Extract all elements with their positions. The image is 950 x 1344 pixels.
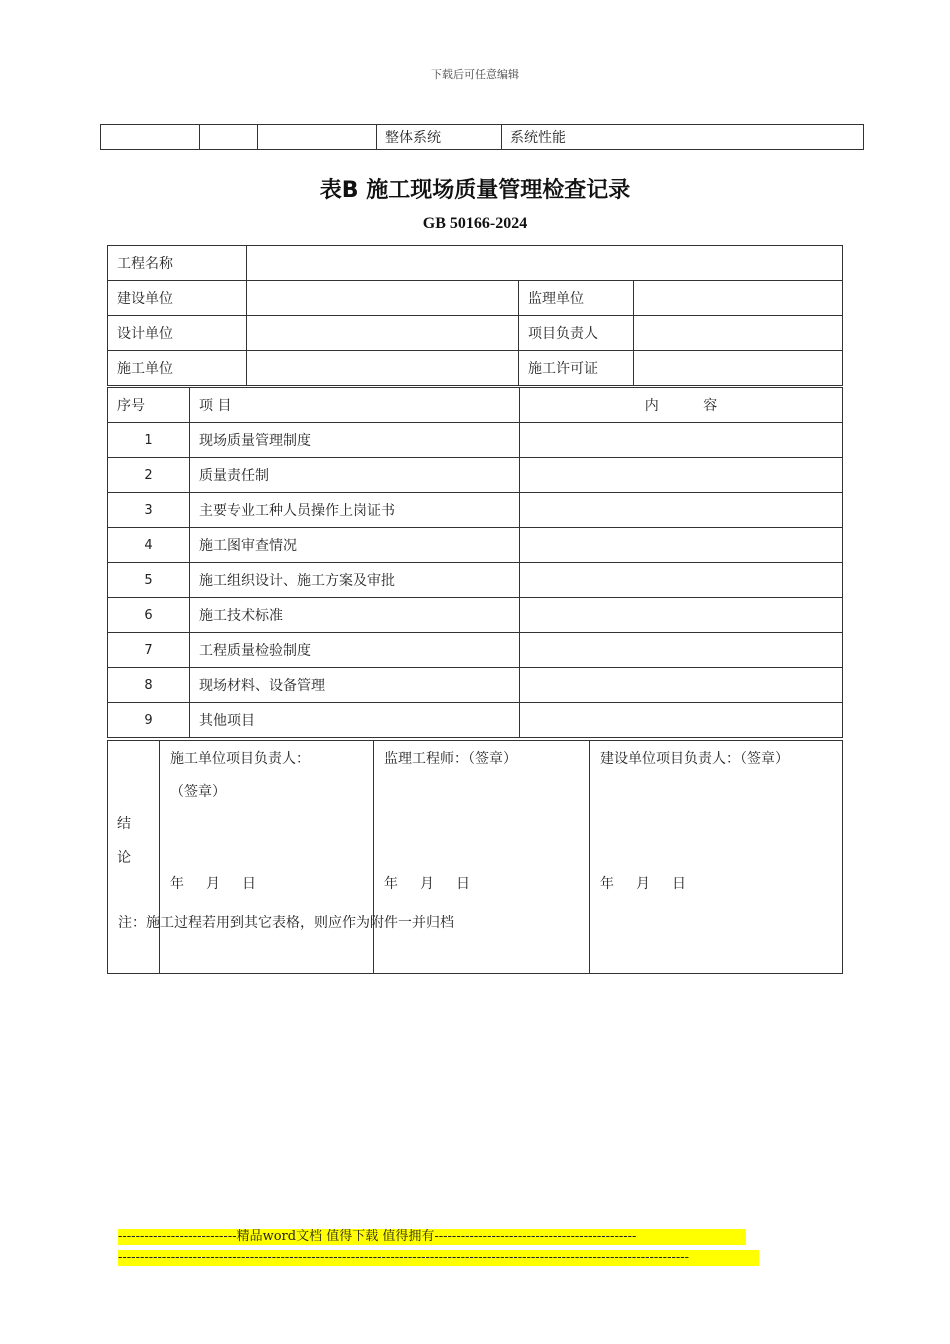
table-row: [108, 703, 843, 738]
value-design-unit: [247, 316, 519, 351]
table-row: [108, 493, 843, 528]
supervisor-signature-label: 监理工程师：（签章）: [384, 751, 517, 767]
row-content: [520, 633, 843, 668]
strip-cell-system: 整体系统: [377, 125, 502, 150]
table-row: [108, 528, 843, 563]
row-number: 2: [108, 458, 190, 493]
row-content: [520, 563, 843, 598]
contractor-date: 年 月 日: [170, 876, 256, 892]
conclusion-table: [107, 740, 843, 974]
row-number: 9: [108, 703, 190, 738]
owner-signature-label: 建设单位项目负责人：（签章）: [600, 751, 789, 767]
contractor-seal-label: （签章）: [170, 784, 226, 800]
value-contractor: [247, 351, 519, 386]
promo-line1: ---------------------------精品word文档 值得下载 值得拥有----------------------------------------------: [118, 1229, 746, 1245]
row-label: 现场材料、设备管理: [190, 668, 520, 703]
row-label: 主要专业工种人员操作上岗证书: [190, 493, 520, 528]
value-supervision-unit: [634, 281, 843, 316]
strip-cell: [101, 125, 200, 150]
label-project-leader: 项目负责人: [519, 316, 634, 351]
value-project-name: [247, 246, 843, 281]
row-content: [520, 458, 843, 493]
supervisor-signature-cell: [374, 741, 590, 974]
owner-signature-cell: [590, 741, 843, 974]
conclusion-label-line2: 论: [117, 850, 131, 866]
strip-cell: [258, 125, 377, 150]
strip-cell-performance: 系统性能: [502, 125, 864, 150]
row-label: 施工技术标准: [190, 598, 520, 633]
row-label: 施工组织设计、施工方案及审批: [190, 563, 520, 598]
row-content: [520, 528, 843, 563]
project-info-table: [107, 245, 843, 386]
row-content: [520, 493, 843, 528]
col-content-header: 内 容: [520, 388, 843, 423]
table-row: [108, 633, 843, 668]
contractor-signature-label: 施工单位项目负责人：: [170, 751, 310, 767]
promo-line2: ----------------------------------------------------------------------------------------------------------------------------------: [118, 1250, 759, 1266]
row-number: 6: [108, 598, 190, 633]
label-contractor: 施工单位: [108, 351, 247, 386]
row-number: 1: [108, 423, 190, 458]
table-row: [108, 423, 843, 458]
page-header: 下载后可任意编辑: [431, 68, 519, 81]
row-label: 工程质量检验制度: [190, 633, 520, 668]
value-construction-unit: [247, 281, 519, 316]
row-number: 8: [108, 668, 190, 703]
row-label: 质量责任制: [190, 458, 520, 493]
row-number: 7: [108, 633, 190, 668]
form-title: 表B 施工现场质量管理检查记录: [319, 178, 631, 203]
row-content: [520, 703, 843, 738]
strip-cell: [200, 125, 258, 150]
row-number: 5: [108, 563, 190, 598]
row-label: 施工图审查情况: [190, 528, 520, 563]
label-permit: 施工许可证: [519, 351, 634, 386]
contractor-signature-cell: [160, 741, 374, 974]
supervisor-date: 年 月 日: [384, 876, 470, 892]
value-project-leader: [634, 316, 843, 351]
label-project-name: 工程名称: [108, 246, 247, 281]
top-strip-table: [100, 124, 864, 150]
row-label: 其他项目: [190, 703, 520, 738]
conclusion-label-line1: 结: [117, 816, 131, 832]
table-row: [108, 458, 843, 493]
footnote: 注：施工过程若用到其它表格，则应作为附件一并归档: [118, 915, 454, 931]
label-design-unit: 设计单位: [108, 316, 247, 351]
table-row: [108, 598, 843, 633]
conclusion-label: [108, 741, 160, 974]
col-item-header: 项 目: [190, 388, 520, 423]
promo-banner: [118, 1229, 759, 1271]
standard-code: GB 50166-2024: [422, 215, 528, 232]
value-permit: [634, 351, 843, 386]
label-supervision-unit: 监理单位: [519, 281, 634, 316]
label-construction-unit: 建设单位: [108, 281, 247, 316]
owner-date: 年 月 日: [600, 876, 686, 892]
row-number: 3: [108, 493, 190, 528]
row-content: [520, 598, 843, 633]
row-content: [520, 668, 843, 703]
col-seq-header: 序号: [108, 388, 190, 423]
row-label: 现场质量管理制度: [190, 423, 520, 458]
inspection-items-table: [107, 387, 843, 738]
row-content: [520, 423, 843, 458]
table-row: [108, 563, 843, 598]
row-number: 4: [108, 528, 190, 563]
table-row: [108, 668, 843, 703]
